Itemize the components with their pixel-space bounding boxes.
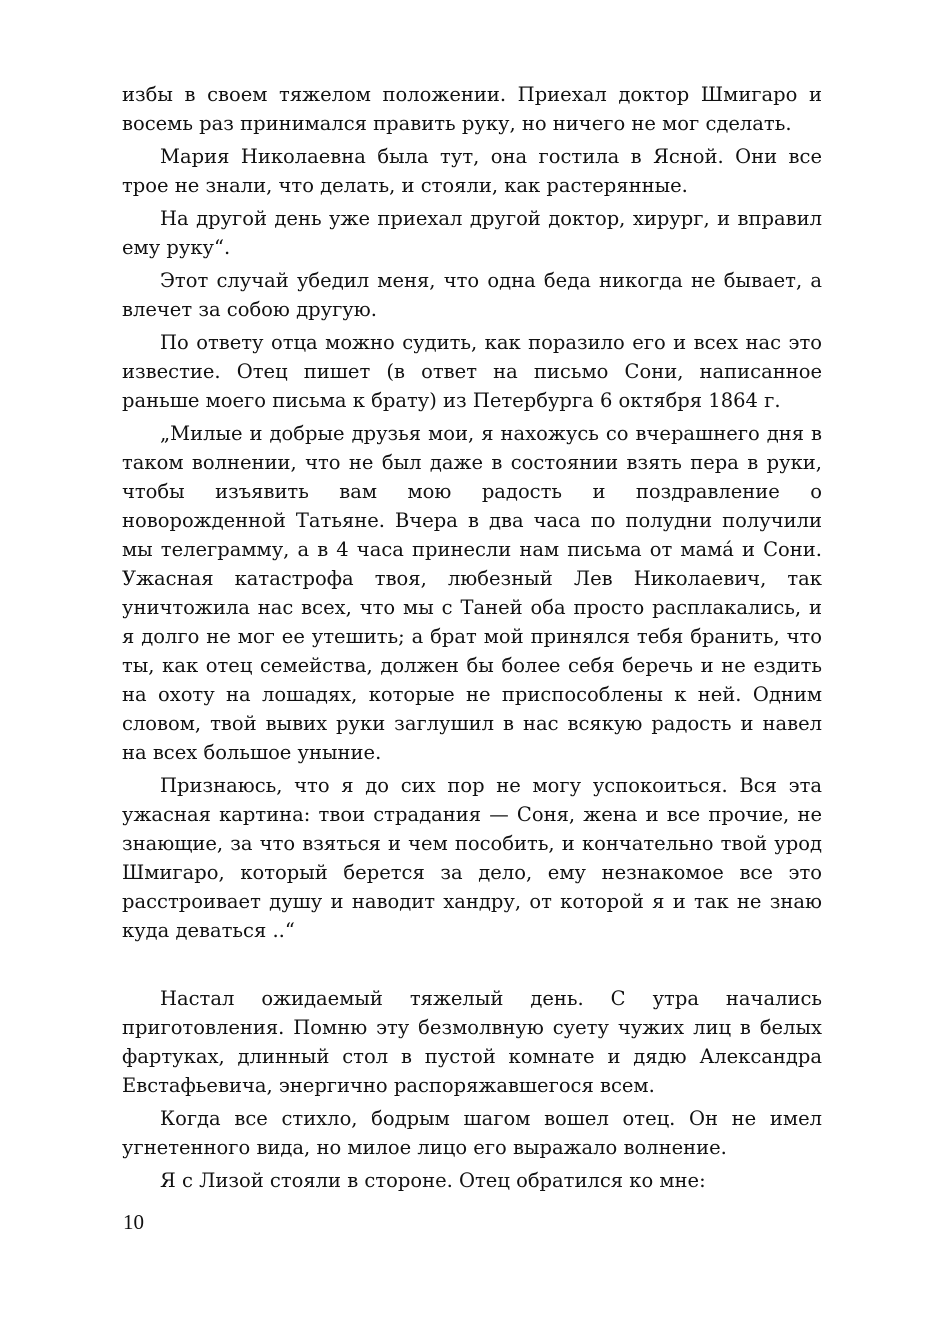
top-text-block — [122, 80, 822, 949]
bottom-text-block — [122, 984, 822, 1199]
letter-quote-paragraph: „Милые и добрые друзья мои, я нахожусь со вчерашнего дня в таком волнении, что не был даже в состоянии взять пера в руки, чтобы изъявить вам мою радость и поздравление о новорожденной Татьяне. Вчера в два часа по полудни получили мы телеграмму, а в 4 часа принесли нам письма от мама́ и Сони. Ужасная катастрофа твоя, любезный Лев Николаевич, так уничтожила нас всех, что мы с Таней оба просто расплакались, и я долго не мог ее утешить; а брат мой принялся тебя бранить, что ты, как отец семейства, должен бы более себя беречь и не ездить на охоту на лошадях, которые не приспособлены к ней. Одним словом, твой вывих руки заглушил в нас всякую радость и навел на всех большое уныние. — [122, 422, 822, 764]
paragraph: По ответу отца можно судить, как поразило его и всех нас это известие. Отец пишет (в ответ на письмо Сони, написанное раньше моего письма к брату) из Петербурга 6 октября 1864 г. — [122, 331, 822, 412]
paragraph: избы в своем тяжелом положении. Приехал доктор Шмигаро и восемь раз принимался править руку, но ничего не мог сделать. — [122, 83, 822, 135]
page-number: 10 — [123, 1210, 144, 1234]
paragraph: На другой день уже приехал другой доктор, хирург, и вправил ему руку“. — [122, 207, 822, 259]
paragraph: Я с Лизой стояли в стороне. Отец обратился ко мне: — [160, 1169, 706, 1192]
paragraph: Настал ожидаемый тяжелый день. С утра начались приготовления. Помню эту безмолвную суету чужих лиц в белых фартуках, длинный стол в пустой комнате и дядю Александра Евстафьевича, энергично распоряжавшегося всем. — [122, 987, 822, 1097]
letter-quote-paragraph: Признаюсь, что я до сих пор не могу успокоиться. Вся эта ужасная картина: твои страдания — Соня, жена и все прочие, не знающие, за что взяться и чем пособить, и кончательно твой урод Шмигаро, который берется за дело, ему незнакомое все это расстроивает душу и наводит хандру, от которой я и так не знаю куда деваться ..“ — [122, 774, 822, 942]
paragraph: Этот случай убедил меня, что одна беда никогда не бывает, а влечет за собою другую. — [122, 269, 822, 321]
paragraph: Мария Николаевна была тут, она гостила в Ясной. Они все трое не знали, что делать, и стояли, как растерянные. — [122, 145, 822, 197]
paragraph: Когда все стихло, бодрым шагом вошел отец. Он не имел угнетенного вида, но милое лицо его выражало волнение. — [122, 1107, 822, 1159]
